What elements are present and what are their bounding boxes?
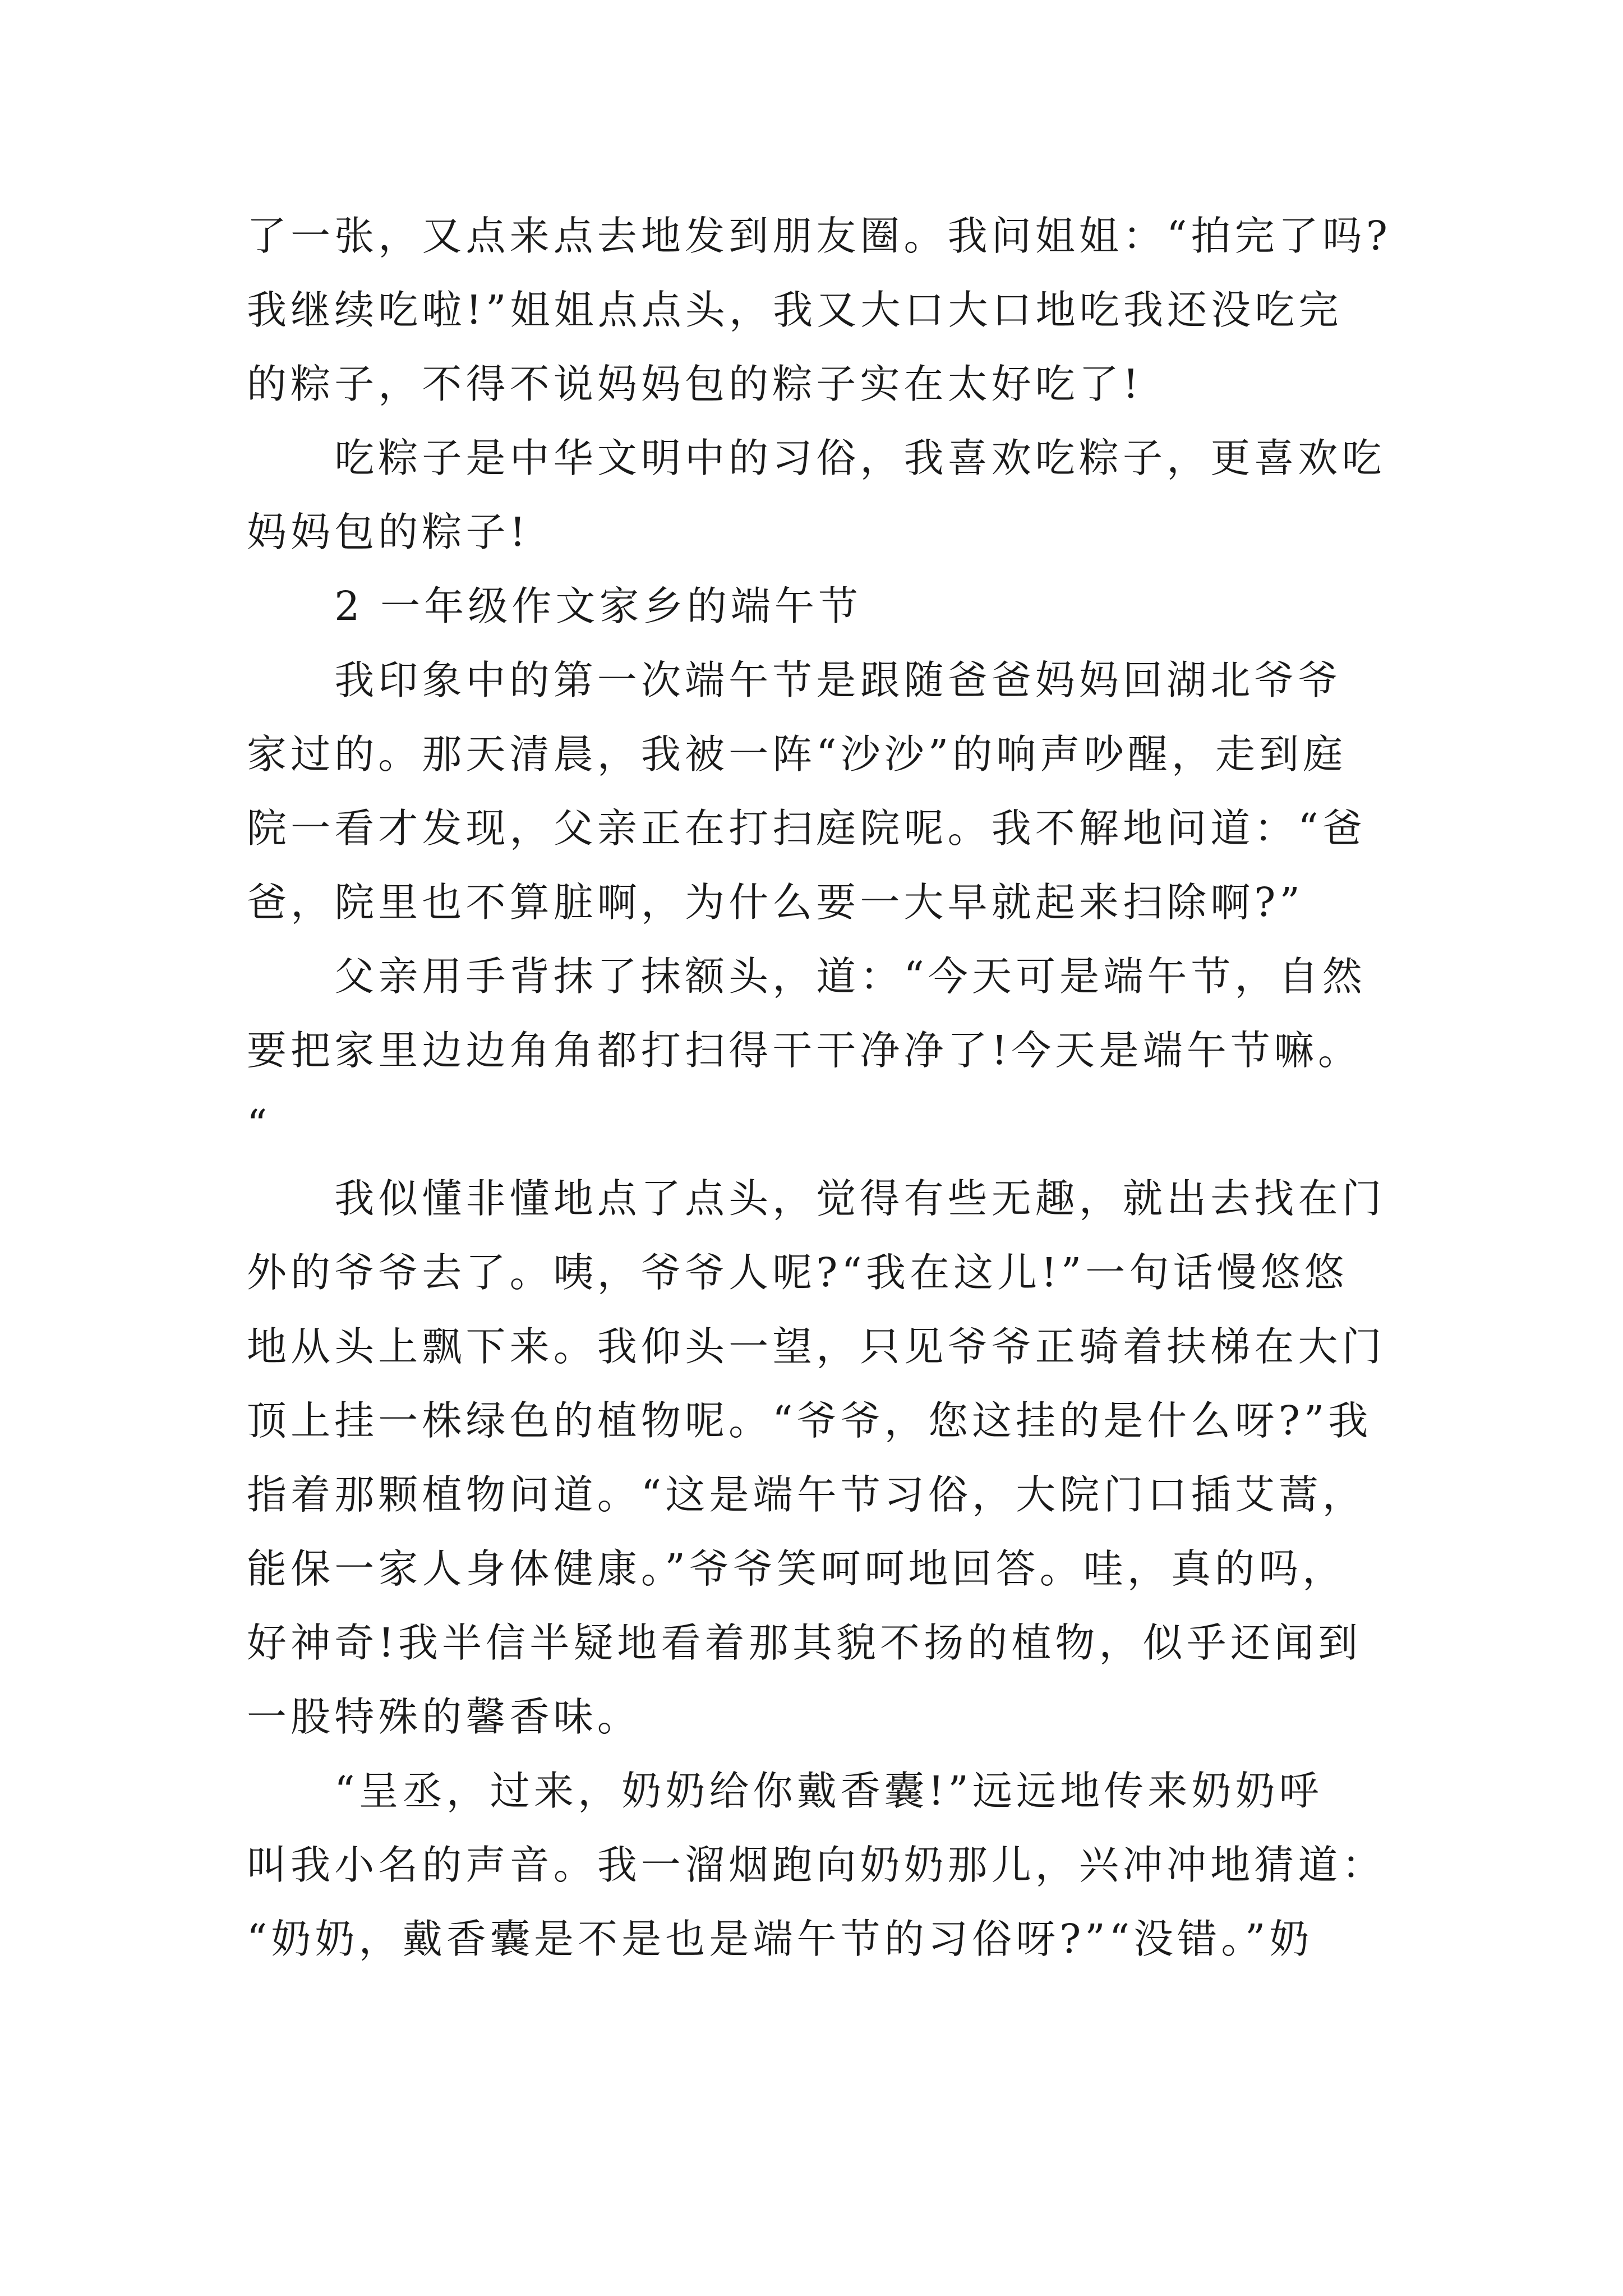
heading-text: 2 一年级作文家乡的端午节	[334, 583, 863, 629]
paragraph	[247, 421, 1385, 569]
text-line: “奶奶，戴香囊是不是也是端午节的习俗呀?”“没错。”奶	[247, 1916, 1313, 1962]
text-line: 好神奇!我半信半疑地看着那其貌不扬的植物，似乎还闻到	[247, 1619, 1362, 1666]
text-line: 能保一家人身体健康。”爷爷笑呵呵地回答。哇，真的吗，	[247, 1545, 1347, 1592]
text-line: 指着那颗植物问道。“这是端午节习俗，大院门口插艾蒿，	[247, 1471, 1366, 1518]
text-line: 一股特殊的馨香味。	[247, 1694, 641, 1740]
text-line: 院一看才发现，父亲正在打扫庭院呢。我不解地问道：“爸	[247, 805, 1366, 852]
document-body	[247, 199, 1392, 1976]
text-line: 爸，院里也不算脏啊，为什么要一大早就起来扫除啊?”	[247, 879, 1304, 926]
paragraph	[247, 1162, 1385, 1754]
text-line: 要把家里边边角角都打扫得干干净净了!今天是端午节嘛。	[247, 1027, 1362, 1074]
text-line: 我印象中的第一次端午节是跟随爸爸妈妈回湖北爷爷	[334, 657, 1342, 703]
text-line: 叫我小名的声音。我一溜烟跑向奶奶那儿，兴冲冲地猜道：	[247, 1842, 1386, 1888]
text-line: 了一张，又点来点去地发到朋友圈。我问姐姐：“拍完了吗?	[247, 213, 1392, 259]
text-line: 父亲用手背抹了抹额头，道：“今天可是端午节，自然	[334, 953, 1366, 1000]
paragraph-continued	[247, 199, 1392, 421]
text-line: 外的爷爷去了。咦，爷爷人呢?“我在这儿!”一句话慢悠悠	[247, 1249, 1348, 1296]
text-line: “呈丞，过来，奶奶给你戴香囊!”远远地传来奶奶呼	[334, 1768, 1323, 1814]
paragraph	[247, 1754, 1385, 1976]
text-line: 家过的。那天清晨，我被一阵“沙沙”的响声吵醒，走到庭	[247, 731, 1347, 777]
text-line: 妈妈包的粽子!	[247, 509, 530, 555]
text-line: “	[247, 1101, 271, 1148]
paragraph	[247, 643, 1385, 940]
paragraph	[247, 940, 1385, 1162]
text-line: 吃粽子是中华文明中的习俗，我喜欢吃粽子，更喜欢吃	[334, 435, 1386, 481]
text-line: 顶上挂一株绿色的植物呢。“爷爷，您这挂的是什么呀?”我	[247, 1397, 1372, 1444]
text-line: 我继续吃啦!”姐姐点点头，我又大口大口地吃我还没吃完	[247, 287, 1343, 333]
text-line: 的粽子，不得不说妈妈包的粽子实在太好吃了!	[247, 361, 1143, 407]
section-heading	[247, 569, 1385, 643]
text-line: 地从头上飘下来。我仰头一望，只见爷爷正骑着扶梯在大门	[247, 1323, 1386, 1370]
text-line: 我似懂非懂地点了点头，觉得有些无趣，就出去找在门	[334, 1175, 1386, 1222]
